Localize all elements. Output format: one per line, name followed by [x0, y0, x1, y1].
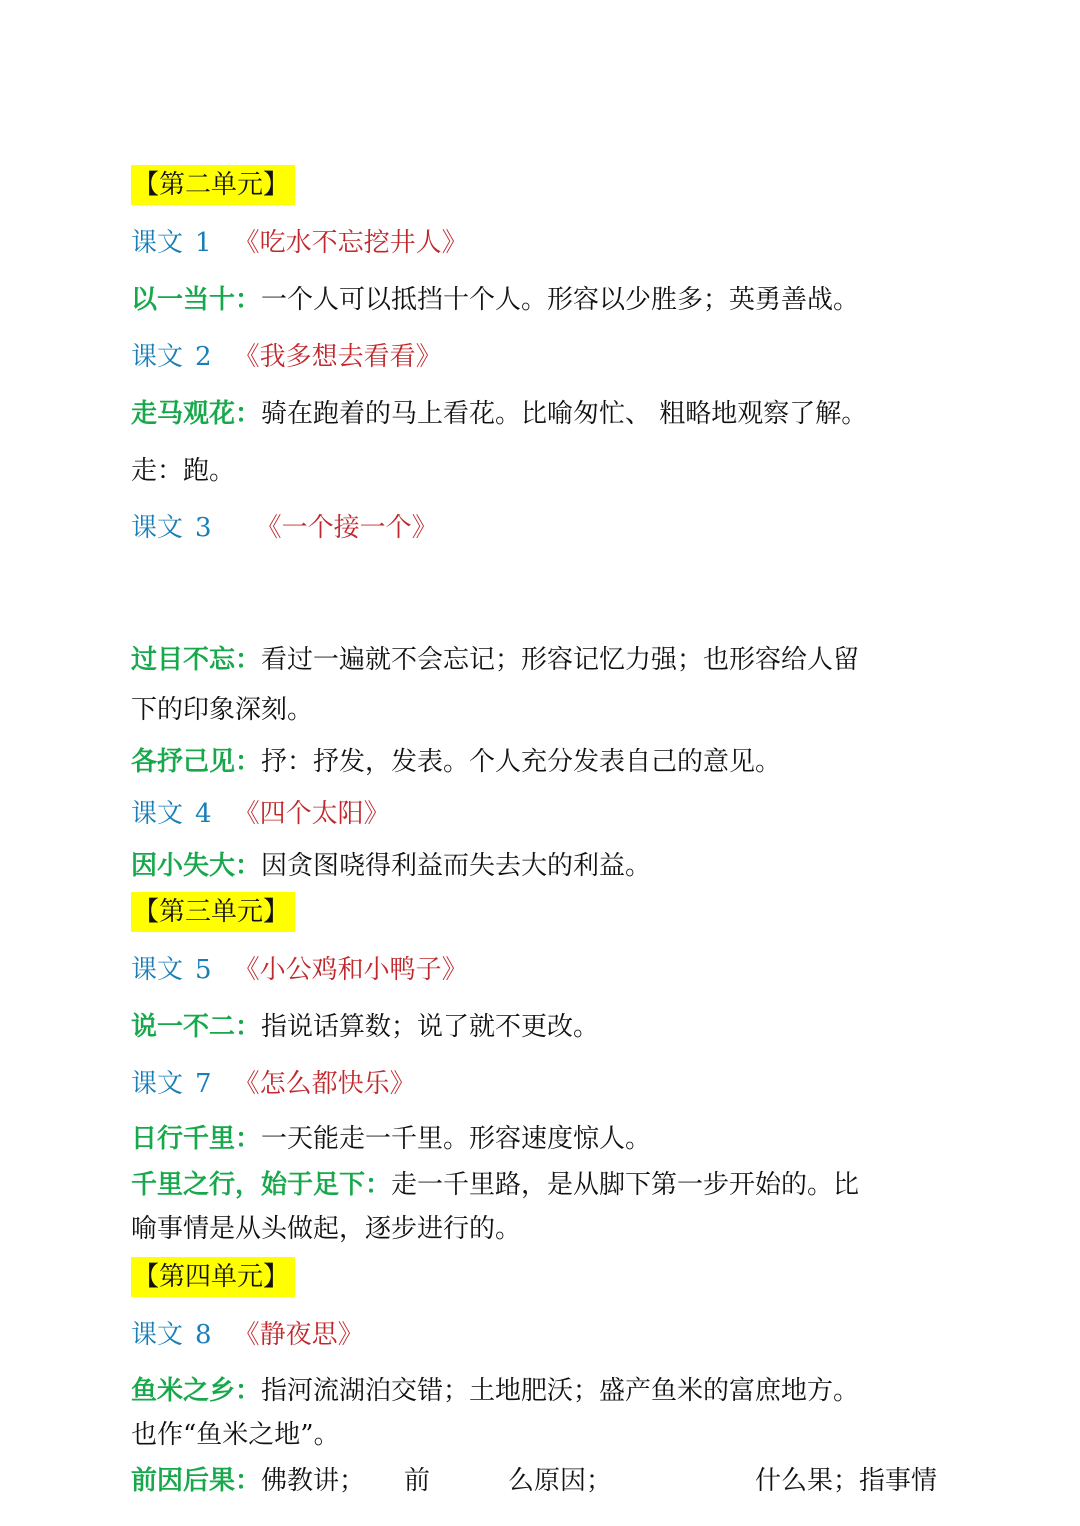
idiom-term: 千里之行，始于足下： [131, 1170, 392, 1200]
lesson-label: 课文 [131, 342, 184, 372]
idiom-definition-line2: 喻事情是从头做起，逐步进行的。 [131, 1214, 522, 1244]
idiom-entry [131, 643, 859, 677]
lesson-4 [131, 797, 390, 831]
lesson-title: 《静夜思》 [233, 1320, 364, 1350]
lesson-2 [131, 340, 442, 374]
idiom-definition: 看过一遍就不会忘记；形容记忆力强；也形容给人留 [261, 645, 860, 675]
unit-heading-2: 【第二单元】 [131, 165, 295, 205]
lesson-number: 8 [195, 1320, 212, 1350]
idiom-definition-continued [131, 454, 235, 488]
idiom-term: 日行千里： [131, 1124, 262, 1154]
lesson-title: 《小公鸡和小鸭子》 [233, 955, 468, 985]
idiom-term: 因小失大： [131, 851, 262, 881]
idiom-entry [131, 1122, 651, 1156]
lesson-7 [131, 1067, 416, 1101]
lesson-label: 课文 [131, 955, 184, 985]
idiom-definition-continued [131, 1212, 521, 1246]
idiom-entry [131, 283, 859, 317]
lesson-label: 课文 [131, 1320, 184, 1350]
lesson-title: 《我多想去看看》 [233, 342, 442, 372]
idiom-entry [131, 849, 651, 883]
lesson-title: 《一个接一个》 [255, 513, 438, 543]
idiom-term: 鱼米之乡： [131, 1376, 262, 1406]
idiom-definition: 指河流湖泊交错；土地肥沃；盛产鱼米的富庶地方。 [261, 1376, 860, 1406]
lesson-number: 7 [195, 1069, 212, 1099]
lesson-title: 《怎么都快乐》 [233, 1069, 416, 1099]
unit-heading-4: 【第四单元】 [131, 1257, 295, 1297]
lesson-title: 《吃水不忘挖井人》 [233, 228, 468, 258]
idiom-entry [131, 1010, 599, 1044]
lesson-number: 4 [195, 799, 212, 829]
idiom-term: 过目不忘： [131, 645, 262, 675]
idiom-definition-line2: 走：跑。 [131, 456, 236, 486]
lesson-8 [131, 1318, 364, 1352]
lesson-5 [131, 953, 468, 987]
idiom-entry [131, 1464, 937, 1498]
unit-heading-3: 【第三单元】 [131, 892, 295, 932]
idiom-definition-line2: 下的印象深刻。 [131, 695, 314, 725]
idiom-definition: 抒：抒发，发表。个人充分发表自己的意见。 [261, 747, 782, 777]
lesson-title: 《四个太阳》 [233, 799, 390, 829]
idiom-definition: 走一千里路，是从脚下第一步开始的。比 [391, 1170, 860, 1200]
idiom-entry [131, 1374, 859, 1408]
idiom-definition: 一天能走一千里。形容速度惊人。 [261, 1124, 652, 1154]
idiom-definition-line2: 也作“鱼米之地”。 [131, 1420, 340, 1450]
lesson-3 [131, 511, 438, 545]
idiom-definition: 佛教讲； 前 么原因； 什么果；指事情 [261, 1466, 938, 1496]
idiom-term: 各抒己见： [131, 747, 262, 777]
idiom-definition: 骑在跑着的马上看花。比喻匆忙、 粗略地观察了解。 [261, 399, 868, 429]
idiom-term: 以一当十： [131, 285, 262, 315]
idiom-definition-continued [131, 693, 313, 727]
idiom-term: 走马观花： [131, 399, 262, 429]
lesson-label: 课文 [131, 513, 184, 543]
lesson-number: 5 [195, 955, 212, 985]
lesson-number: 2 [195, 342, 212, 372]
idiom-term: 前因后果： [131, 1466, 262, 1496]
lesson-number: 1 [195, 228, 212, 258]
lesson-1 [131, 226, 468, 260]
idiom-term: 说一不二： [131, 1012, 262, 1042]
idiom-entry [131, 1168, 859, 1202]
idiom-entry [131, 397, 867, 431]
idiom-entry [131, 745, 781, 779]
lesson-number: 3 [195, 513, 212, 543]
idiom-definition-continued [131, 1418, 340, 1452]
idiom-definition: 指说话算数；说了就不更改。 [261, 1012, 600, 1042]
lesson-label: 课文 [131, 228, 184, 258]
idiom-definition: 因贪图哓得利益而失去大的利益。 [261, 851, 652, 881]
lesson-label: 课文 [131, 799, 184, 829]
idiom-definition: 一个人可以抵挡十个人。形容以少胜多；英勇善战。 [261, 285, 860, 315]
lesson-label: 课文 [131, 1069, 184, 1099]
